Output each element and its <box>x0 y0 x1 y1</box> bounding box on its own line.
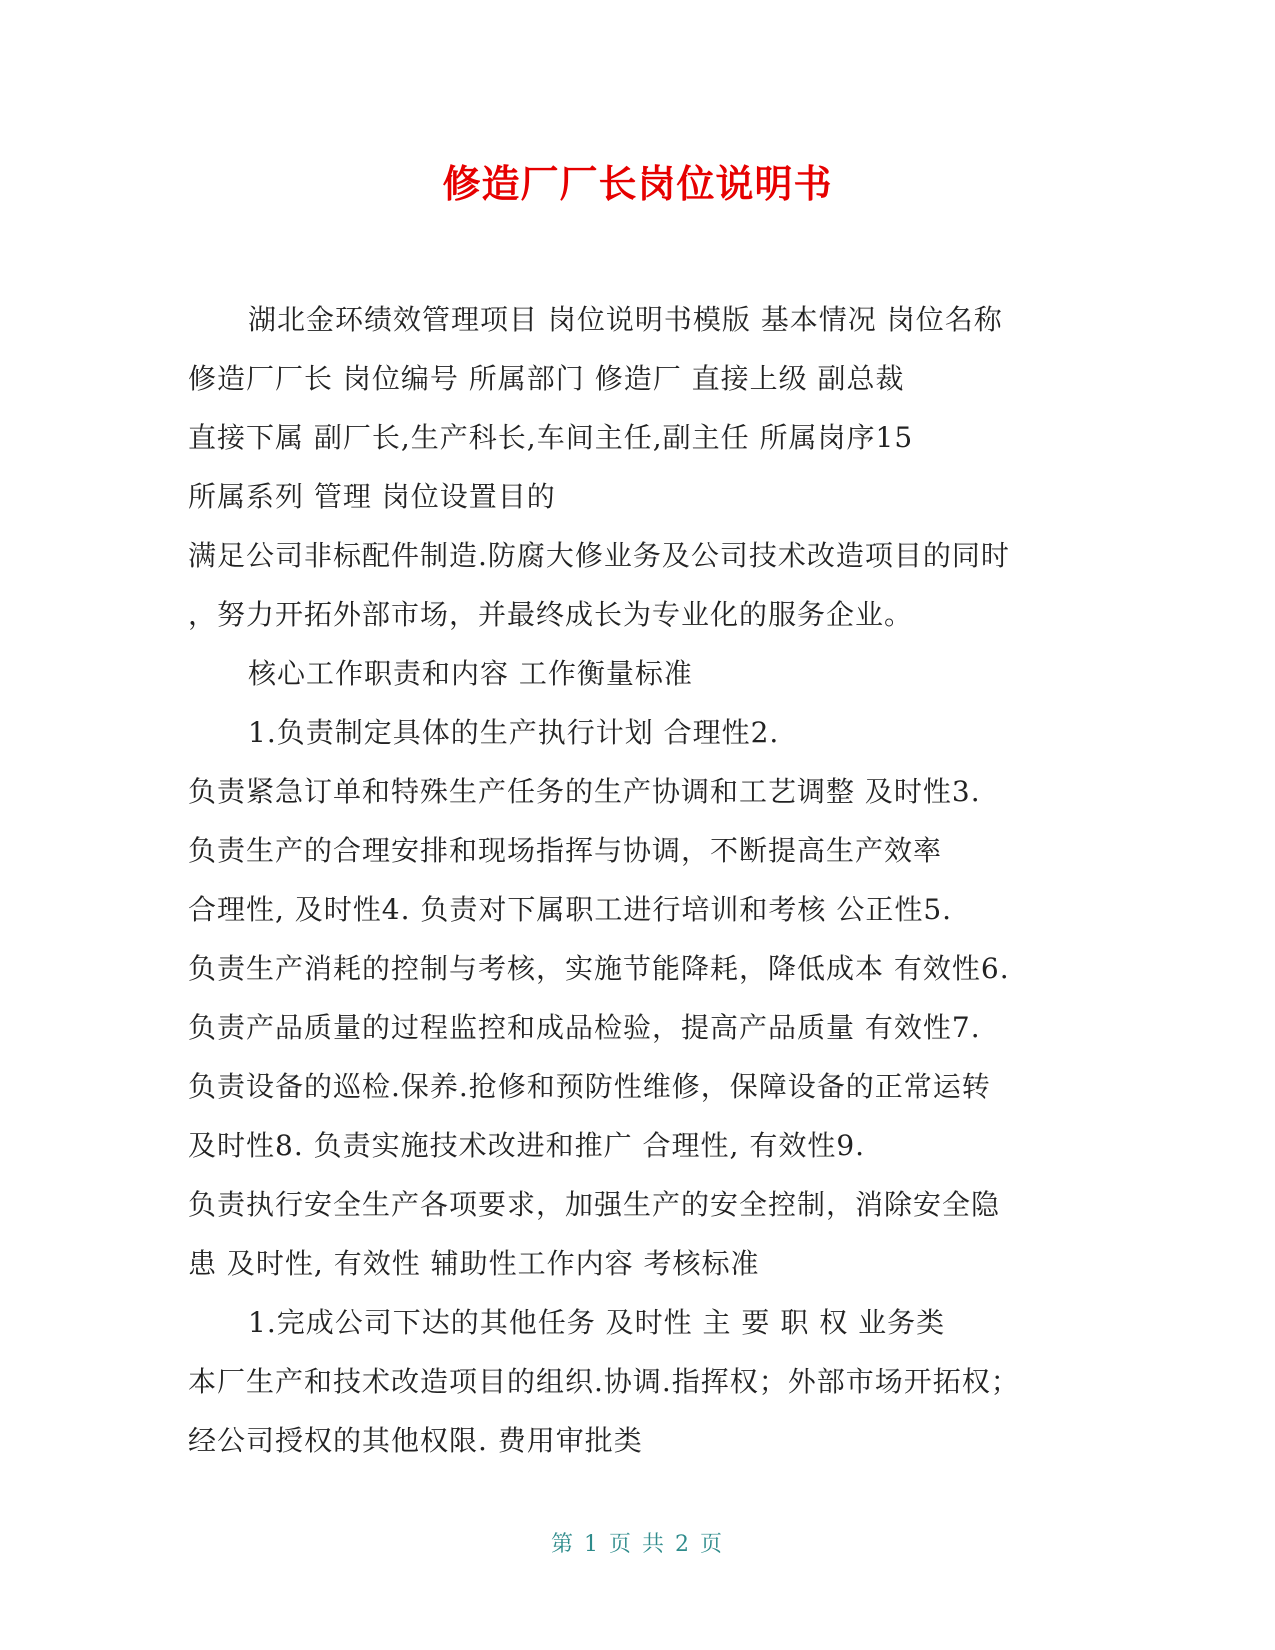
body-line: 负责生产的合理安排和现场指挥与协调，不断提高生产效率 <box>188 834 943 867</box>
body-line: 1.完成公司下达的其他任务 及时性 主 要 职 权 业务类 <box>248 1306 946 1339</box>
body-line: 负责产品质量的过程监控和成品检验，提高产品质量 有效性7. <box>188 1011 981 1044</box>
body-line: 湖北金环绩效管理项目 岗位说明书模版 基本情况 岗位名称 <box>248 303 1003 336</box>
page-number-footer: 第 1 页 共 2 页 <box>551 1532 724 1557</box>
body-line: 满足公司非标配件制造.防腐大修业务及公司技术改造项目的同时 <box>188 539 1010 572</box>
body-line: 核心工作职责和内容 工作衡量标准 <box>248 657 693 690</box>
body-line: 负责生产消耗的控制与考核，实施节能降耗，降低成本 有效性6. <box>188 952 1010 985</box>
body-line: 直接下属 副厂长,生产科长,车间主任,副主任 所属岗序15 <box>188 421 914 454</box>
body-line: 患 及时性, 有效性 辅助性工作内容 考核标准 <box>188 1247 760 1280</box>
body-line: 1.负责制定具体的生产执行计划 合理性2. <box>248 716 780 749</box>
body-line: 负责设备的巡检.保养.抢修和预防性维修，保障设备的正常运转 <box>188 1070 991 1103</box>
body-line: 所属系列 管理 岗位设置目的 <box>188 480 556 513</box>
page-title: 修造厂厂长岗位说明书 <box>442 162 833 206</box>
body-line: 本厂生产和技术改造项目的组织.协调.指挥权；外部市场开拓权； <box>188 1365 1020 1398</box>
body-line: ，努力开拓外部市场，并最终成长为专业化的服务企业。 <box>188 598 914 631</box>
body-line: 合理性, 及时性4. 负责对下属职工进行培训和考核 公正性5. <box>188 893 953 926</box>
body-line: 经公司授权的其他权限. 费用审批类 <box>188 1424 643 1457</box>
body-line: 负责紧急订单和特殊生产任务的生产协调和工艺调整 及时性3. <box>188 775 981 808</box>
body-line: 修造厂厂长 岗位编号 所属部门 修造厂 直接上级 副总裁 <box>188 362 905 395</box>
document-body <box>188 290 1088 1470</box>
body-line: 负责执行安全生产各项要求，加强生产的安全控制，消除安全隐 <box>188 1188 1001 1221</box>
body-line: 及时性8. 负责实施技术改进和推广 合理性, 有效性9. <box>188 1129 866 1162</box>
